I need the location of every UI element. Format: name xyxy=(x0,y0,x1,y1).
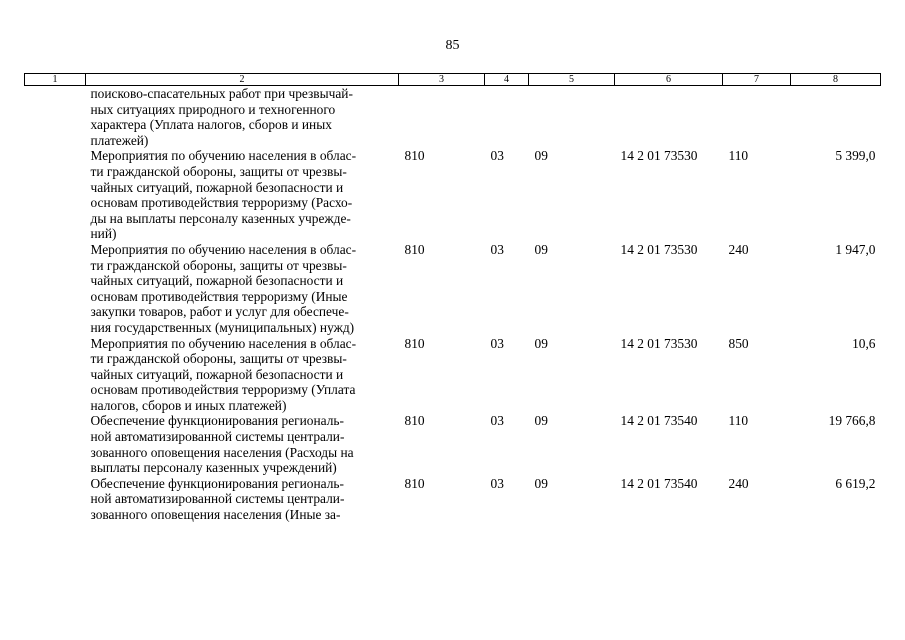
expense-type-code: 240 xyxy=(728,475,749,491)
table-header xyxy=(25,74,881,86)
table-body xyxy=(25,86,881,523)
subsection-code: 09 xyxy=(534,335,548,351)
ministry-code: 810 xyxy=(404,475,425,491)
target-article-code: 14 2 01 73540 xyxy=(620,475,698,491)
header-col-1: 1 xyxy=(25,74,86,86)
item-name: Обеспечение функционирования региональ- ной автоматизированной системы централи- зованного оповещения населения (Расходы на выплаты персоналу казенных учреждений) xyxy=(90,413,354,476)
table-row xyxy=(25,476,881,523)
row-index-cell xyxy=(25,148,86,242)
amount: 19 766,8 xyxy=(828,413,876,429)
ministry-code: 810 xyxy=(404,241,425,257)
amount: 5 399,0 xyxy=(835,148,876,164)
header-col-3: 3 xyxy=(399,74,485,86)
header-col-5: 5 xyxy=(529,74,615,86)
ministry-code: 810 xyxy=(404,335,425,351)
ministry-code: 810 xyxy=(404,148,425,164)
section-code: 03 xyxy=(490,475,504,491)
expense-type-code: 850 xyxy=(728,335,749,351)
page-number: 85 xyxy=(445,38,460,53)
amount: 10,6 xyxy=(852,335,876,351)
row-index-cell xyxy=(25,336,86,414)
subsection-code xyxy=(529,86,615,149)
row-index-cell xyxy=(25,476,86,523)
expense-type-code: 240 xyxy=(728,241,749,257)
amount xyxy=(791,86,881,149)
subsection-code: 09 xyxy=(534,475,548,491)
row-index-cell xyxy=(25,413,86,475)
target-article-code: 14 2 01 73530 xyxy=(620,148,698,164)
target-article-code: 14 2 01 73530 xyxy=(620,241,698,257)
table-row xyxy=(25,336,881,414)
header-col-8: 8 xyxy=(791,74,881,86)
subsection-code: 09 xyxy=(534,148,548,164)
row-index-cell xyxy=(25,86,86,149)
section-code: 03 xyxy=(490,148,504,164)
table-row xyxy=(25,148,881,242)
budget-table xyxy=(24,73,881,523)
row-index-cell xyxy=(25,242,86,336)
item-name: Мероприятия по обучению населения в облас- ти гражданской обороны, защиты от чрезвы- чайных ситуаций, пожарной безопасности и основам противодействия терроризму (Уплата налогов, сборов и иных платежей) xyxy=(90,335,357,413)
table-row xyxy=(25,242,881,336)
section-code: 03 xyxy=(490,413,504,429)
header-col-2: 2 xyxy=(86,74,399,86)
expense-type-code: 110 xyxy=(728,148,749,164)
target-article-code xyxy=(615,86,723,149)
subsection-code: 09 xyxy=(534,241,548,257)
section-code: 03 xyxy=(490,335,504,351)
table-row xyxy=(25,86,881,149)
amount: 1 947,0 xyxy=(835,241,876,257)
expense-type-code xyxy=(723,86,791,149)
header-col-6: 6 xyxy=(615,74,723,86)
target-article-code: 14 2 01 73530 xyxy=(620,335,698,351)
header-row xyxy=(25,74,881,86)
header-col-7: 7 xyxy=(723,74,791,86)
target-article-code: 14 2 01 73540 xyxy=(620,413,698,429)
item-name: Мероприятия по обучению населения в облас- ти гражданской обороны, защиты от чрезвы- чайных ситуаций, пожарной безопасности и основам противодействия терроризму (Расхо- ды на выплаты персоналу казенных учрежде- ний) xyxy=(90,148,357,242)
ministry-code: 810 xyxy=(404,413,425,429)
amount: 6 619,2 xyxy=(835,475,876,491)
header-col-4: 4 xyxy=(485,74,529,86)
item-name: поисково-спасательных работ при чрезвычай- ных ситуациях природного и техногенного характера (Уплата налогов, сборов и иных платежей) xyxy=(90,86,353,148)
section-code xyxy=(485,86,529,149)
ministry-code xyxy=(399,86,485,149)
expense-type-code: 110 xyxy=(728,413,749,429)
subsection-code: 09 xyxy=(534,413,548,429)
item-name: Мероприятия по обучению населения в облас- ти гражданской обороны, защиты от чрезвы- чайных ситуаций, пожарной безопасности и основам противодействия терроризму (Иные закупки товаров, работ и услуг для обеспече- ния государственных (муниципальных) нужд) xyxy=(90,241,357,335)
item-name: Обеспечение функционирования региональ- ной автоматизированной системы централи- зованного оповещения населения (Иные за- xyxy=(90,475,345,523)
section-code: 03 xyxy=(490,241,504,257)
table-row xyxy=(25,413,881,475)
